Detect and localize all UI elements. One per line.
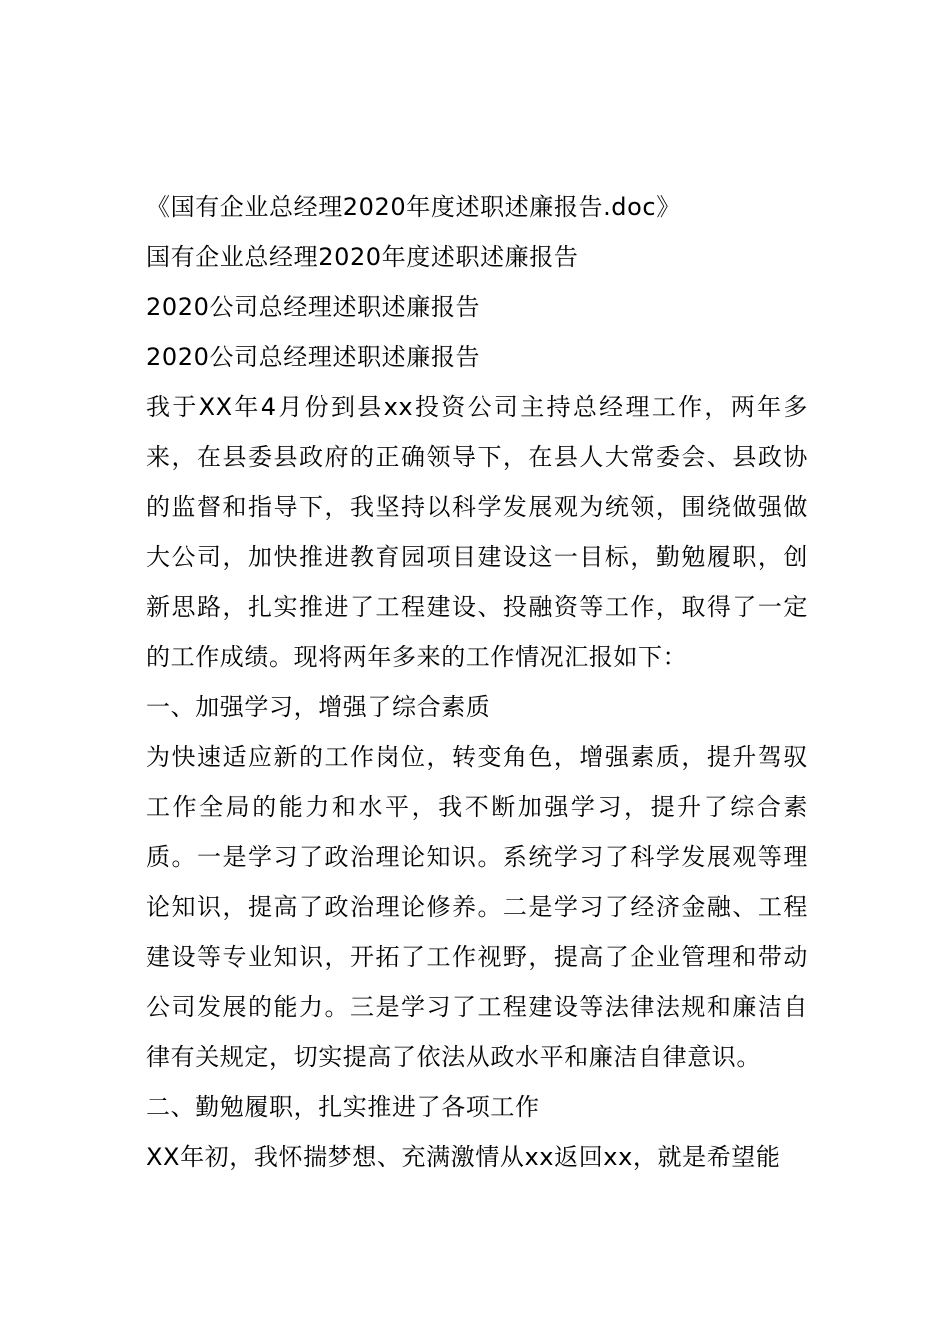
section-heading-2: 二、勤勉履职，扎实推进了各项工作 (146, 1093, 540, 1121)
document-subtitle-repeat: 2020公司总经理述职述廉报告 (146, 343, 481, 371)
intro-paragraph: 我于XX年4月份到县xx投资公司主持总经理工作，两年多来，在县委县政府的正确领导下，在县人大常委会、县政协的监督和指导下，我坚持以科学发展观为统领，围绕做强做大公司，加快推进教育园项目建设这一目标，勤勉履职，创新思路，扎实推进了工程建设、投融资等工作，取得了一定的工作成绩。现将两年多来的工作情况汇报如下： (146, 393, 808, 671)
section-heading-1: 一、加强学习，增强了综合素质 (146, 693, 491, 721)
document-body (146, 182, 808, 1182)
document-title: 国有企业总经理2020年度述职述廉报告 (146, 243, 579, 271)
document-filename: 《国有企业总经理2020年度述职述廉报告.doc》 (146, 193, 681, 221)
document-subtitle: 2020公司总经理述职述廉报告 (146, 293, 481, 321)
section-2-paragraph: XX年初，我怀揣梦想、充满激情从xx返回xx，就是希望能 (146, 1143, 781, 1171)
section-1-paragraph: 为快速适应新的工作岗位，转变角色，增强素质，提升驾驭工作全局的能力和水平，我不断加强学习，提升了综合素质。一是学习了政治理论知识。系统学习了科学发展观等理论知识，提高了政治理论修养。二是学习了经济金融、工程建设等专业知识，开拓了工作视野，提高了企业管理和带动公司发展的能力。三是学习了工程建设等法律法规和廉洁自律有关规定，切实提高了依法从政水平和廉洁自律意识。 (146, 743, 808, 1071)
